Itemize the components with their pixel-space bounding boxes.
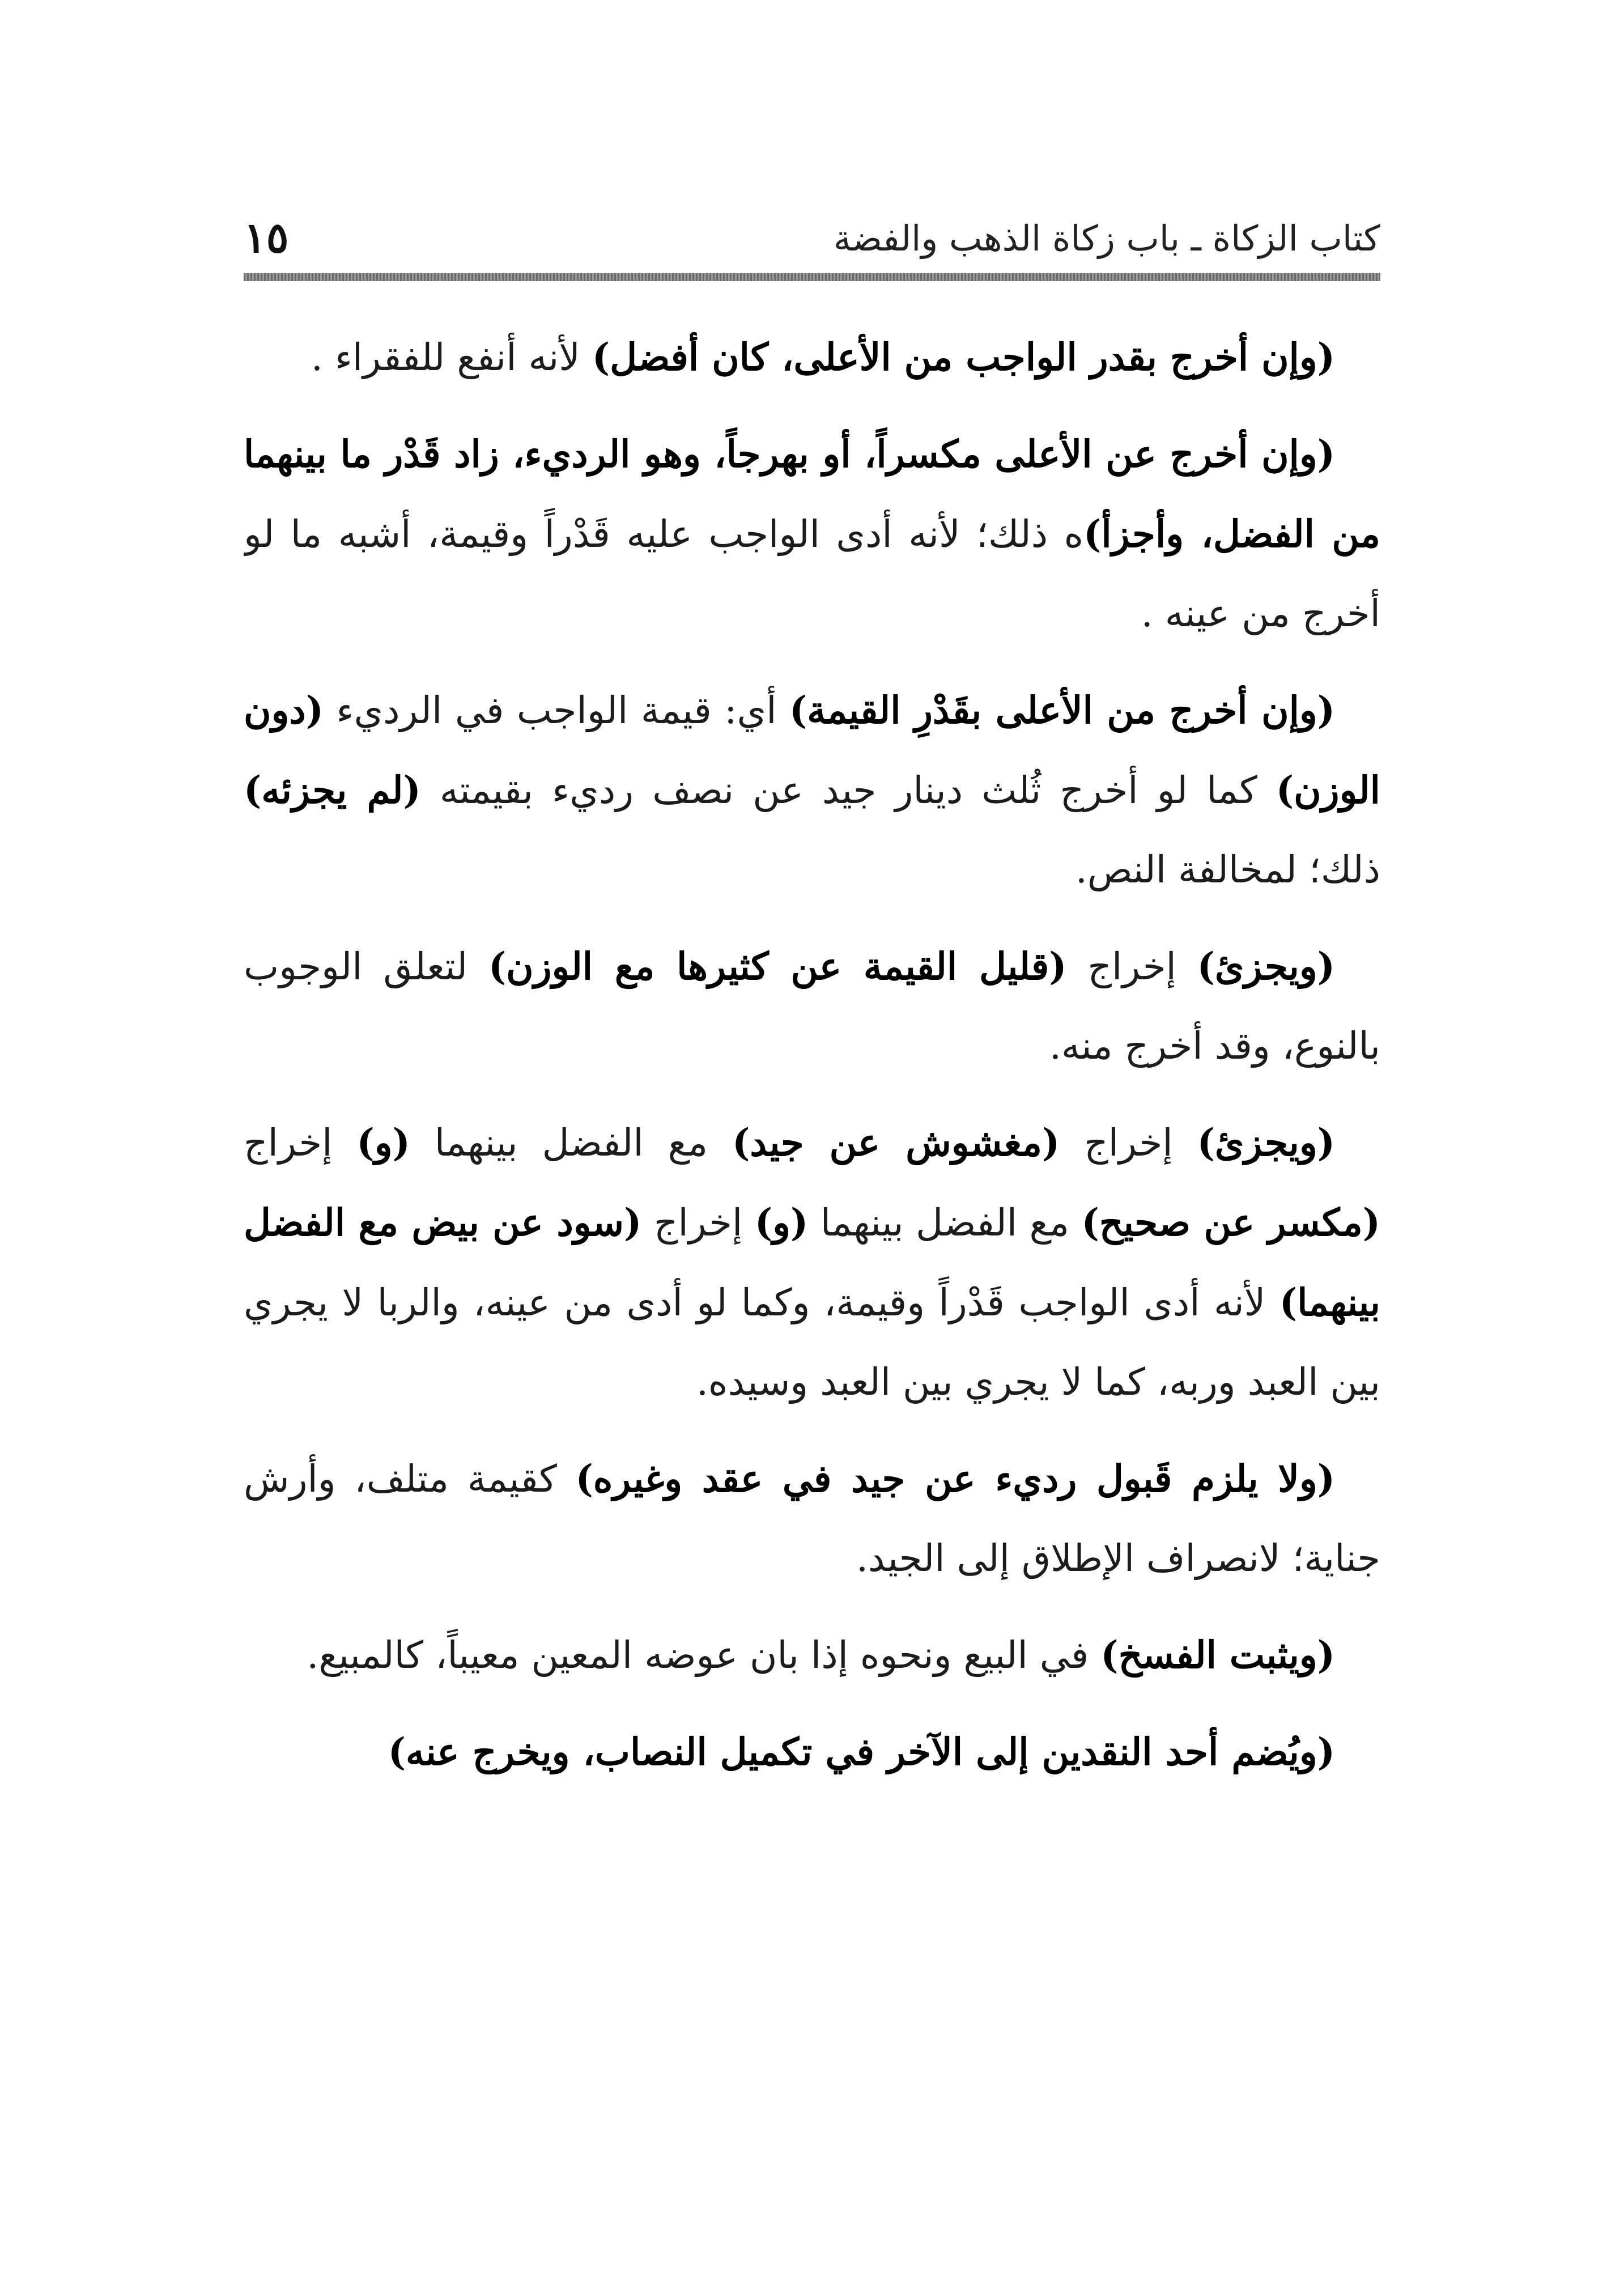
header-title: كتاب الزكاة ـ باب زكاة الذهب والفضة [833, 217, 1380, 259]
sharh-text: في البيع ونحوه إذا بان عوضه المعين معيباً، كالمبيع. [307, 1633, 1101, 1677]
sharh-text: مع الفضل بينهما [808, 1201, 1082, 1245]
paragraph-1 [244, 317, 1380, 397]
paragraph-5 [244, 1103, 1380, 1422]
body-text [244, 317, 1380, 2214]
paragraph-8 [244, 1712, 1380, 1792]
sharh-text: مع الفضل بينهما [410, 1121, 733, 1165]
sharh-text: لأنه أنفع للفقراء . [311, 336, 592, 379]
matn-text: (وإن أخرج من الأعلى بقَدْرِ القيمة) [789, 688, 1336, 732]
matn-text: (لم يجزئه) [244, 768, 421, 812]
matn-text: (ويُضم أحد النقدين إلى الآخر في تكميل النصاب، ويخرج عنه) [388, 1730, 1335, 1774]
sharh-text: ذلك؛ لمخالفة النص. [1075, 848, 1380, 891]
matn-text: (و) [754, 1200, 809, 1245]
paragraph-2 [244, 414, 1380, 653]
matn-text: (ولا يلزم قَبول رديء عن جيد في عقد وغيره) [575, 1457, 1335, 1501]
sharh-text: أي: قيمة الواجب في الرديء [323, 689, 790, 732]
sharh-text: إخراج [1066, 945, 1197, 988]
page-number: ١٥ [244, 214, 289, 262]
sharh-text: إخراج [641, 1201, 755, 1245]
sharh-text: لأنه أدى الواجب قَدْراً وقيمة، وكما لو أدى من عينه، والربا لا يجري بين العبد وربه، كما لا يجري بين العبد وسيده. [244, 1281, 1380, 1404]
sharh-text: إخراج [1060, 1121, 1197, 1165]
paragraph-3 [244, 670, 1380, 910]
matn-text: (قليل القيمة عن كثيرها مع الوزن) [488, 944, 1067, 988]
paragraph-7 [244, 1615, 1380, 1695]
paragraph-6 [244, 1439, 1380, 1598]
matn-text: (و) [356, 1120, 410, 1165]
matn-text: (وإن أخرج عن الأعلى مكسراً، أو بهرجاً، وهو الرديء، زاد قَدْر ما بينهما من الفضل، وأجزأ) [244, 432, 1380, 556]
matn-text: (وإن أخرج بقدر الواجب من الأعلى، كان أفضل) [592, 335, 1335, 379]
matn-text: (ويجزئ) [1197, 944, 1336, 988]
matn-text: (دون الوزن) [244, 688, 1380, 812]
matn-text: (ويثبت الفسخ) [1100, 1633, 1335, 1677]
running-header [244, 207, 1380, 269]
matn-text: (مغشوش عن جيد) [732, 1120, 1060, 1165]
paragraph-4 [244, 927, 1380, 1086]
sharh-text: ه ذلك؛ لأنه أدى الواجب عليه قَدْراً وقيمة، أشبه ما لو أخرج من عينه . [244, 512, 1380, 635]
matn-text: (مكسر عن صحيح) [1081, 1200, 1380, 1245]
matn-text: (سود عن بيض مع الفضل بينهما) [244, 1200, 1380, 1324]
sharh-text: كقيمة متلف، وأرش جناية؛ لانصراف الإطلاق إلى الجيد. [244, 1457, 1380, 1580]
matn-text: (ويجزئ) [1197, 1120, 1336, 1165]
header-divider [244, 273, 1380, 281]
sharh-text: لتعلق الوجوب بالنوع، وقد أخرج منه. [244, 945, 1380, 1068]
sharh-text: إخراج [244, 1121, 357, 1165]
sharh-text: كما لو أخرج ثُلث دينار جيد عن نصف رديء بقيمته [420, 768, 1276, 812]
